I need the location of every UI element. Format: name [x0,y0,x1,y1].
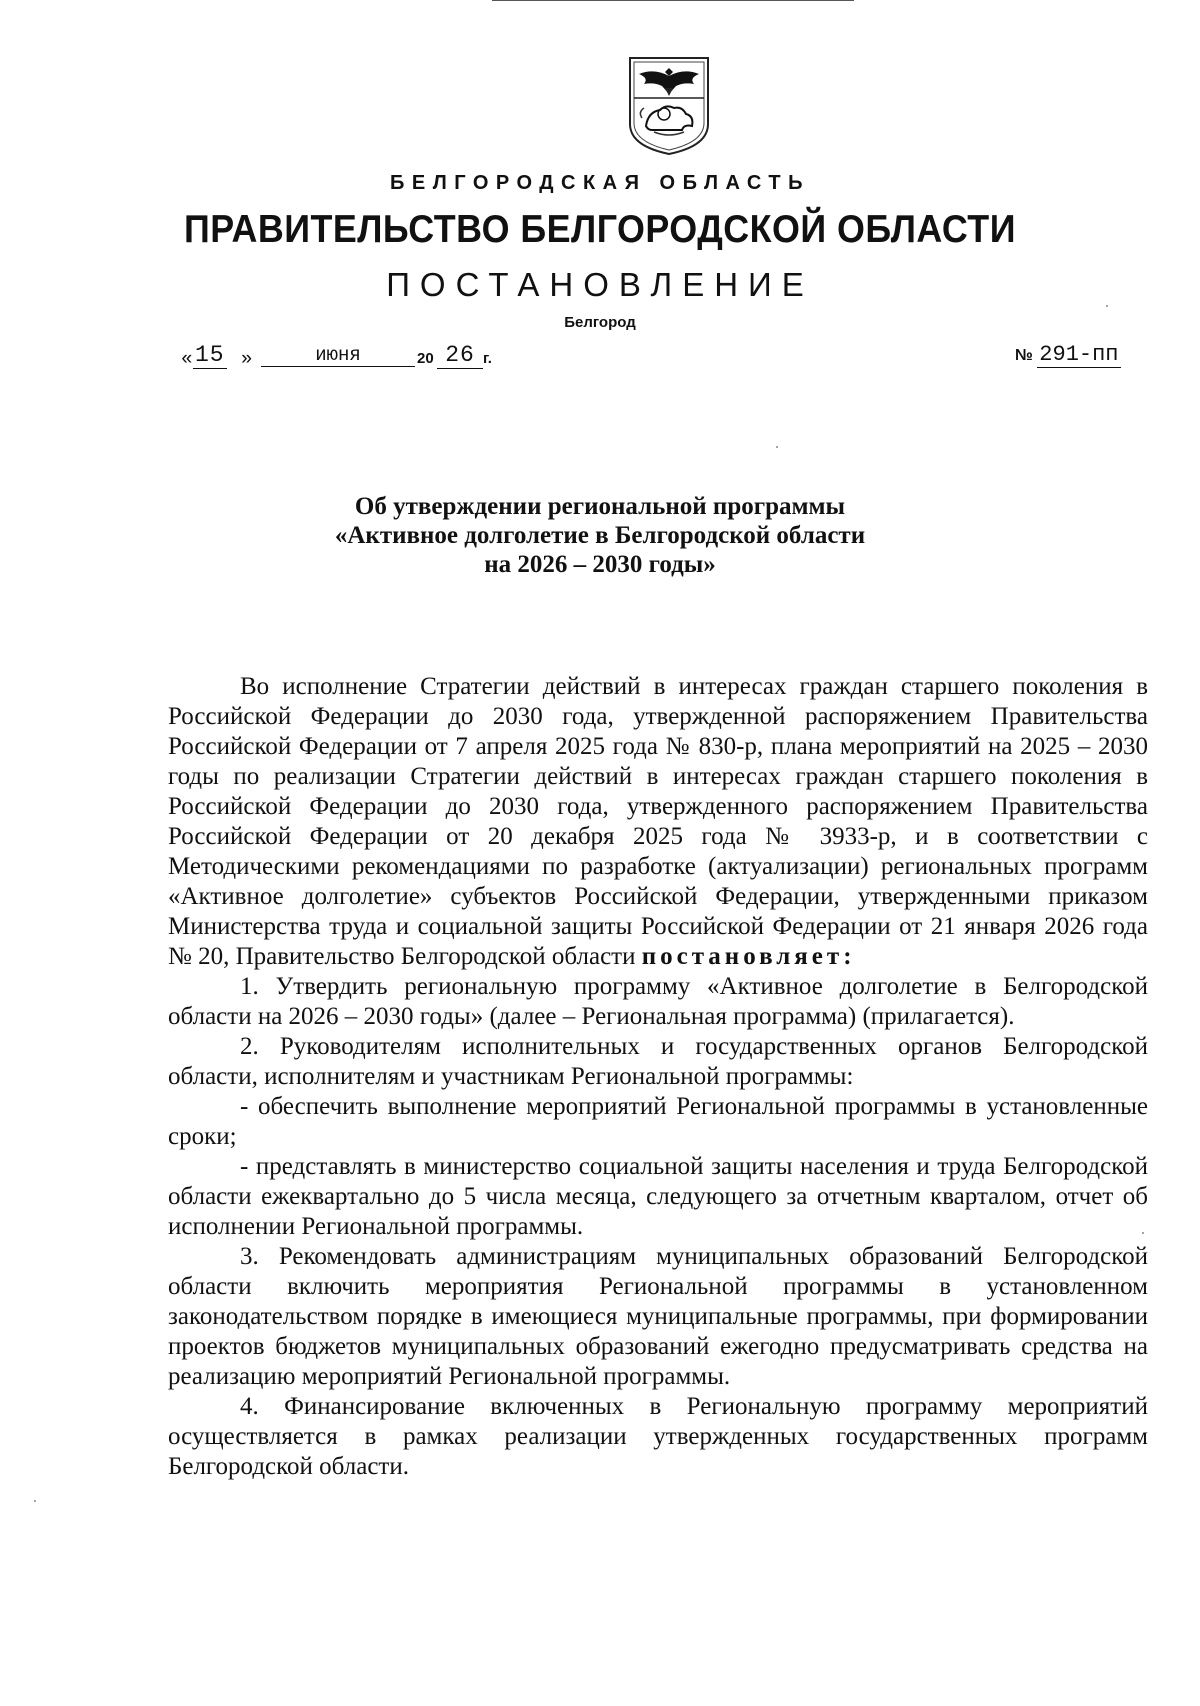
date-month: июня [261,344,415,367]
government-name: ПРАВИТЕЛЬСТВО БЕЛГОРОДСКОЙ ОБЛАСТИ [184,208,1016,251]
date-year-abbr: г. [483,350,492,367]
scan-speck [34,1500,36,1502]
scan-speck [776,446,778,448]
document-title [0,492,1200,579]
item-4: 4. Финансирование включенных в Региональную программу мероприятий осуществляется в рамках реализации утвержденных государственных программ Белгородской области. [168,1393,1148,1480]
top-edge-rule [492,0,854,1]
item-1: 1. Утвердить региональную программу «Активное долголетие в Белгородской области на 2026 – 2030 годы» (далее – Региональная программа) (прилагается). [168,973,1148,1030]
date-close-quote: » [241,348,253,370]
scan-speck [1106,305,1108,307]
resolves-word: постановляет [641,943,844,970]
city-name: Белгород [564,314,636,331]
title-line-3: на 2026 – 2030 годы» [484,551,716,578]
date-year-prefix: 20 [417,350,434,367]
item-2-b: - представлять в министерство социальной защиты населения и труда Белгородской области ежеквартально до 5 числа месяца, следующего за отчетным кварталом, отчет об исполнении Региональной программы. [168,1153,1148,1240]
item-2: 2. Руководителям исполнительных и государственных органов Белгородской области, исполнителям и участникам Региональной программы: [168,1033,1148,1090]
document-type: ПОСТАНОВЛЕНИЕ [386,266,814,303]
date-open-quote: « [181,348,193,370]
title-line-2: «Активное долголетие в Белгородской области [334,522,866,549]
document-number [1015,342,1121,368]
item-3: 3. Рекомендовать администрациям муниципальных образований Белгородской области включить мероприятия Региональной программы в установленном законодательством порядке в имеющиеся муниципальные программы, при формировании проектов бюджетов муниципальных образований ежегодно предусматривать средства на реализацию мероприятий Региональной программы. [168,1243,1148,1390]
item-2-a: - обеспечить выполнение мероприятий Региональной программы в установленные сроки; [168,1093,1148,1150]
scan-speck [1142,1232,1144,1234]
date-day: 15 [195,342,225,368]
number-value: 291-пп [1039,342,1119,367]
region-name: БЕЛГОРОДСКАЯ ОБЛАСТЬ [390,172,810,194]
resolves-colon: : [843,943,852,970]
title-line-1: Об утверждении региональной программы [354,493,846,520]
number-label: № [1015,347,1033,364]
date-year-suffix: 26 [437,342,483,369]
belgorod-coat-of-arms-icon [624,54,714,156]
document-body [168,672,1148,1482]
preamble-text: Во исполнение Стратегии действий в интересах граждан старшего поколения в Российской Федерации до 2030 года, утвержденной распоряжением Правительства Российской Федерации от 7 апреля 2025 года № 830-р, плана мероприятий на 2025 – 2030 годы по реализации Стратегии действий в интересах граждан старшего поколения в Российской Федерации до 2030 года, утвержденного распоряжением Правительства Российской Федерации от 20 декабря 2025 года № 3933-р, и в соответствии с Методическими рекомендациями по разработке (актуализации) региональных программ «Активное долголетие» субъектов Российской Федерации, утвержденными приказом Министерства труда и социальной защиты Российской Федерации от 21 января 2026 года № 20, Правительство Белгородской области [168,673,1148,970]
preamble-paragraph [168,672,1148,972]
